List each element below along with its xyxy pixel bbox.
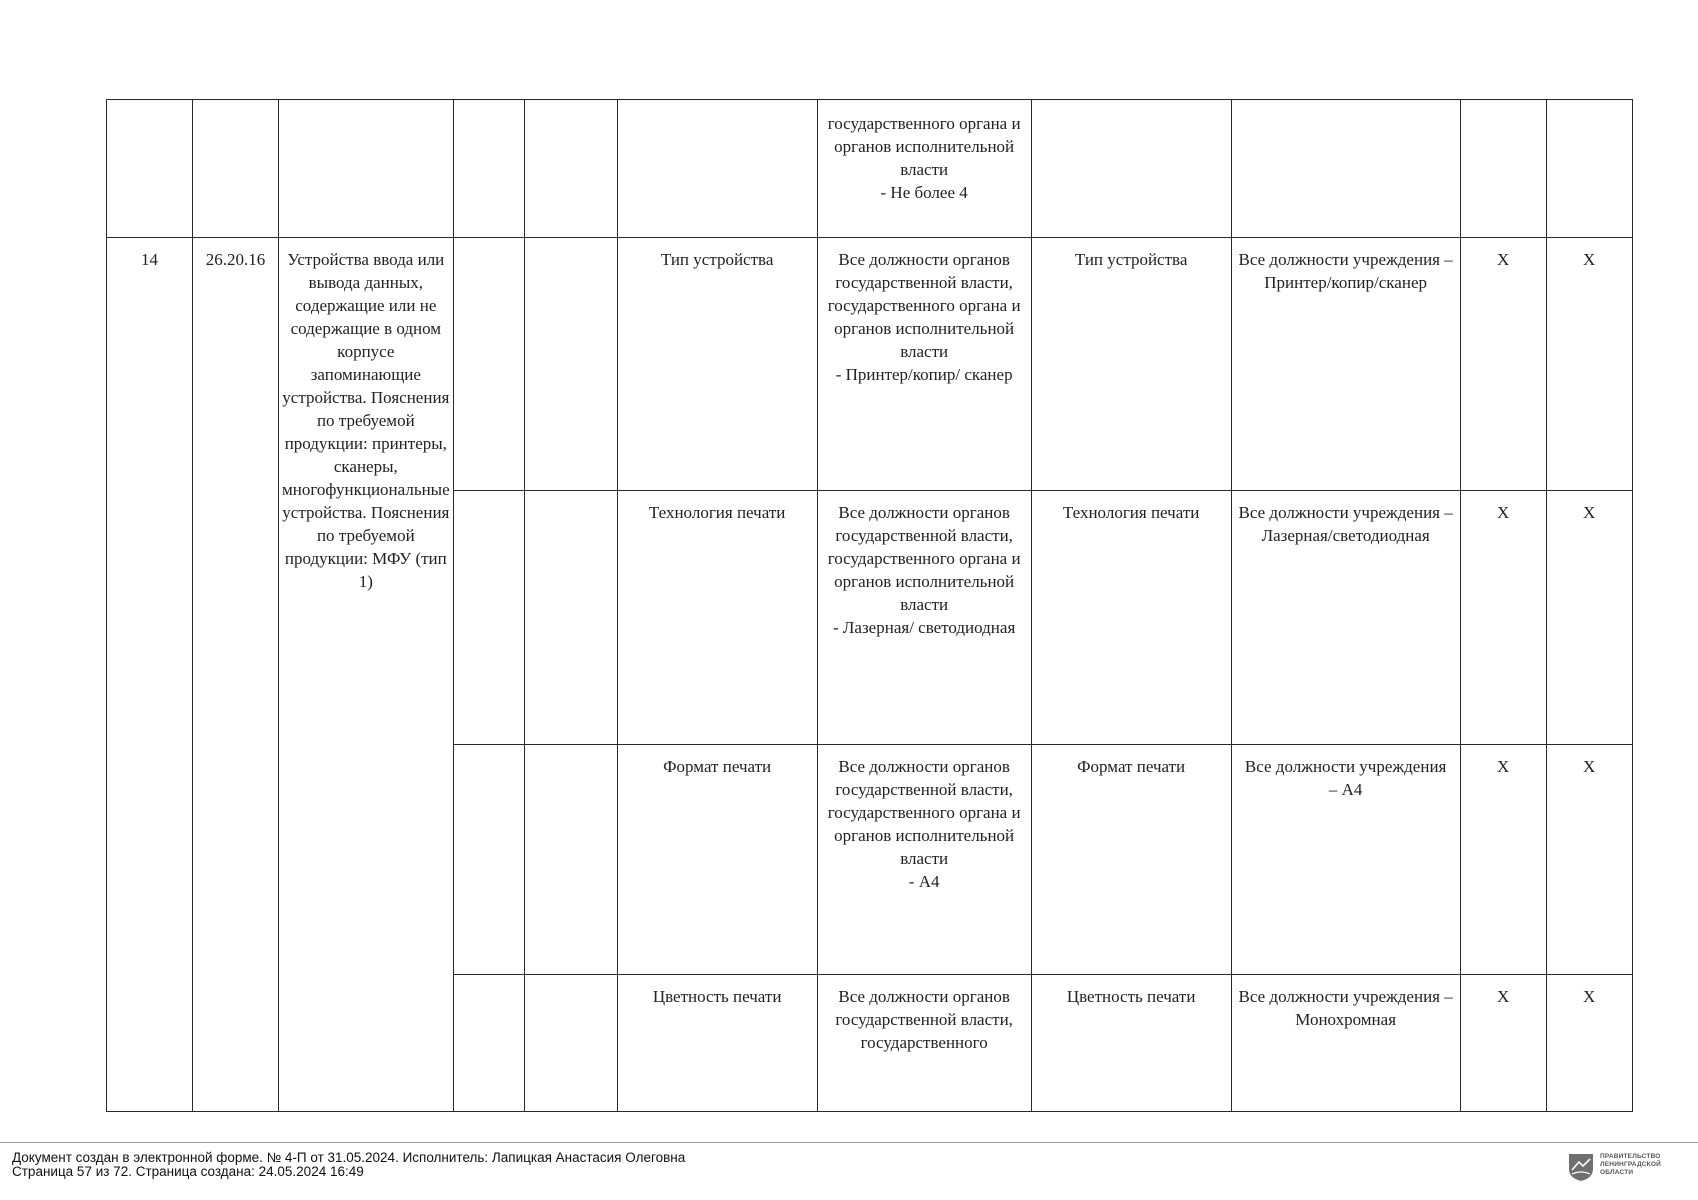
- table-cell: [617, 100, 817, 238]
- value-cell: Все должности учреждения – А4: [1231, 745, 1460, 975]
- value-cell: Все должности учреждения – Лазерная/светодиодная: [1231, 491, 1460, 745]
- characteristic-cell: Технология печати: [1031, 491, 1231, 745]
- characteristic-cell: Тип устройства: [1031, 238, 1231, 491]
- table-cell: [1546, 100, 1632, 238]
- mark-cell: X: [1546, 745, 1632, 975]
- footer-text: [12, 1151, 685, 1179]
- table-row: [107, 238, 1633, 491]
- table-cell: [453, 975, 524, 1112]
- characteristic-cell: Формат печати: [1031, 745, 1231, 975]
- table-cell: [193, 100, 279, 238]
- table-cell: [524, 745, 617, 975]
- mark-cell: X: [1546, 975, 1632, 1112]
- table-cell: [453, 238, 524, 491]
- mark-cell: X: [1460, 975, 1546, 1112]
- mark-cell: X: [1546, 491, 1632, 745]
- table-cell: государственного органа и органов исполнительной власти - Не более 4: [817, 100, 1031, 238]
- footer-document-info: Документ создан в электронной форме. № 4-П от 31.05.2024. Исполнитель: Лапицкая Анастасия Олеговна: [12, 1150, 686, 1165]
- table-cell: [279, 100, 454, 238]
- value-cell: Все должности органов государственной власти, государственного: [817, 975, 1031, 1112]
- footer-page-info: Страница 57 из 72. Страница создана: 24.05.2024 16:49: [12, 1164, 364, 1179]
- table-cell: [524, 238, 617, 491]
- okpd-code-cell: 26.20.16: [193, 238, 279, 1112]
- table-cell: [1231, 100, 1460, 238]
- government-logo: [1568, 1150, 1688, 1186]
- table-cell: [107, 100, 193, 238]
- value-cell: Все должности органов государственной власти, государственного органа и органов исполнительной власти - Принтер/копир/ сканер: [817, 238, 1031, 491]
- row-number-cell: 14: [107, 238, 193, 1112]
- value-cell: Все должности учреждения – Принтер/копир/сканер: [1231, 238, 1460, 491]
- value-cell: Все должности органов государственной власти, государственного органа и органов исполнительной власти - А4: [817, 745, 1031, 975]
- characteristic-cell: Цветность печати: [617, 975, 817, 1112]
- table-cell: [1460, 100, 1546, 238]
- requirements-table: [106, 99, 1633, 1112]
- mark-cell: X: [1460, 745, 1546, 975]
- value-cell: Все должности учреждения – Монохромная: [1231, 975, 1460, 1112]
- page-footer: [0, 1142, 1698, 1179]
- table-cell: [524, 100, 617, 238]
- table-cell: [453, 745, 524, 975]
- logo-text: ПРАВИТЕЛЬСТВО ЛЕНИНГРАДСКОЙ ОБЛАСТИ: [1600, 1153, 1661, 1176]
- product-description-cell: Устройства ввода или вывода данных, содержащие или не содержащие в одном корпусе запоминающие устройства. Пояснения по требуемой продукции: принтеры, сканеры, многофункциональные устройства. Пояснения по требуемой продукции: МФУ (тип 1): [279, 238, 454, 1112]
- table-cell: [1031, 100, 1231, 238]
- mark-cell: X: [1460, 238, 1546, 491]
- mark-cell: X: [1546, 238, 1632, 491]
- table-cell: [453, 100, 524, 238]
- characteristic-cell: Технология печати: [617, 491, 817, 745]
- table-cell: [453, 491, 524, 745]
- table-cell: [524, 491, 617, 745]
- value-cell: Все должности органов государственной власти, государственного органа и органов исполнительной власти - Лазерная/ светодиодная: [817, 491, 1031, 745]
- coat-of-arms-icon: [1568, 1152, 1594, 1182]
- characteristic-cell: Цветность печати: [1031, 975, 1231, 1112]
- characteristic-cell: Формат печати: [617, 745, 817, 975]
- mark-cell: X: [1460, 491, 1546, 745]
- table-cell: [524, 975, 617, 1112]
- characteristic-cell: Тип устройства: [617, 238, 817, 491]
- table-row: [107, 100, 1633, 238]
